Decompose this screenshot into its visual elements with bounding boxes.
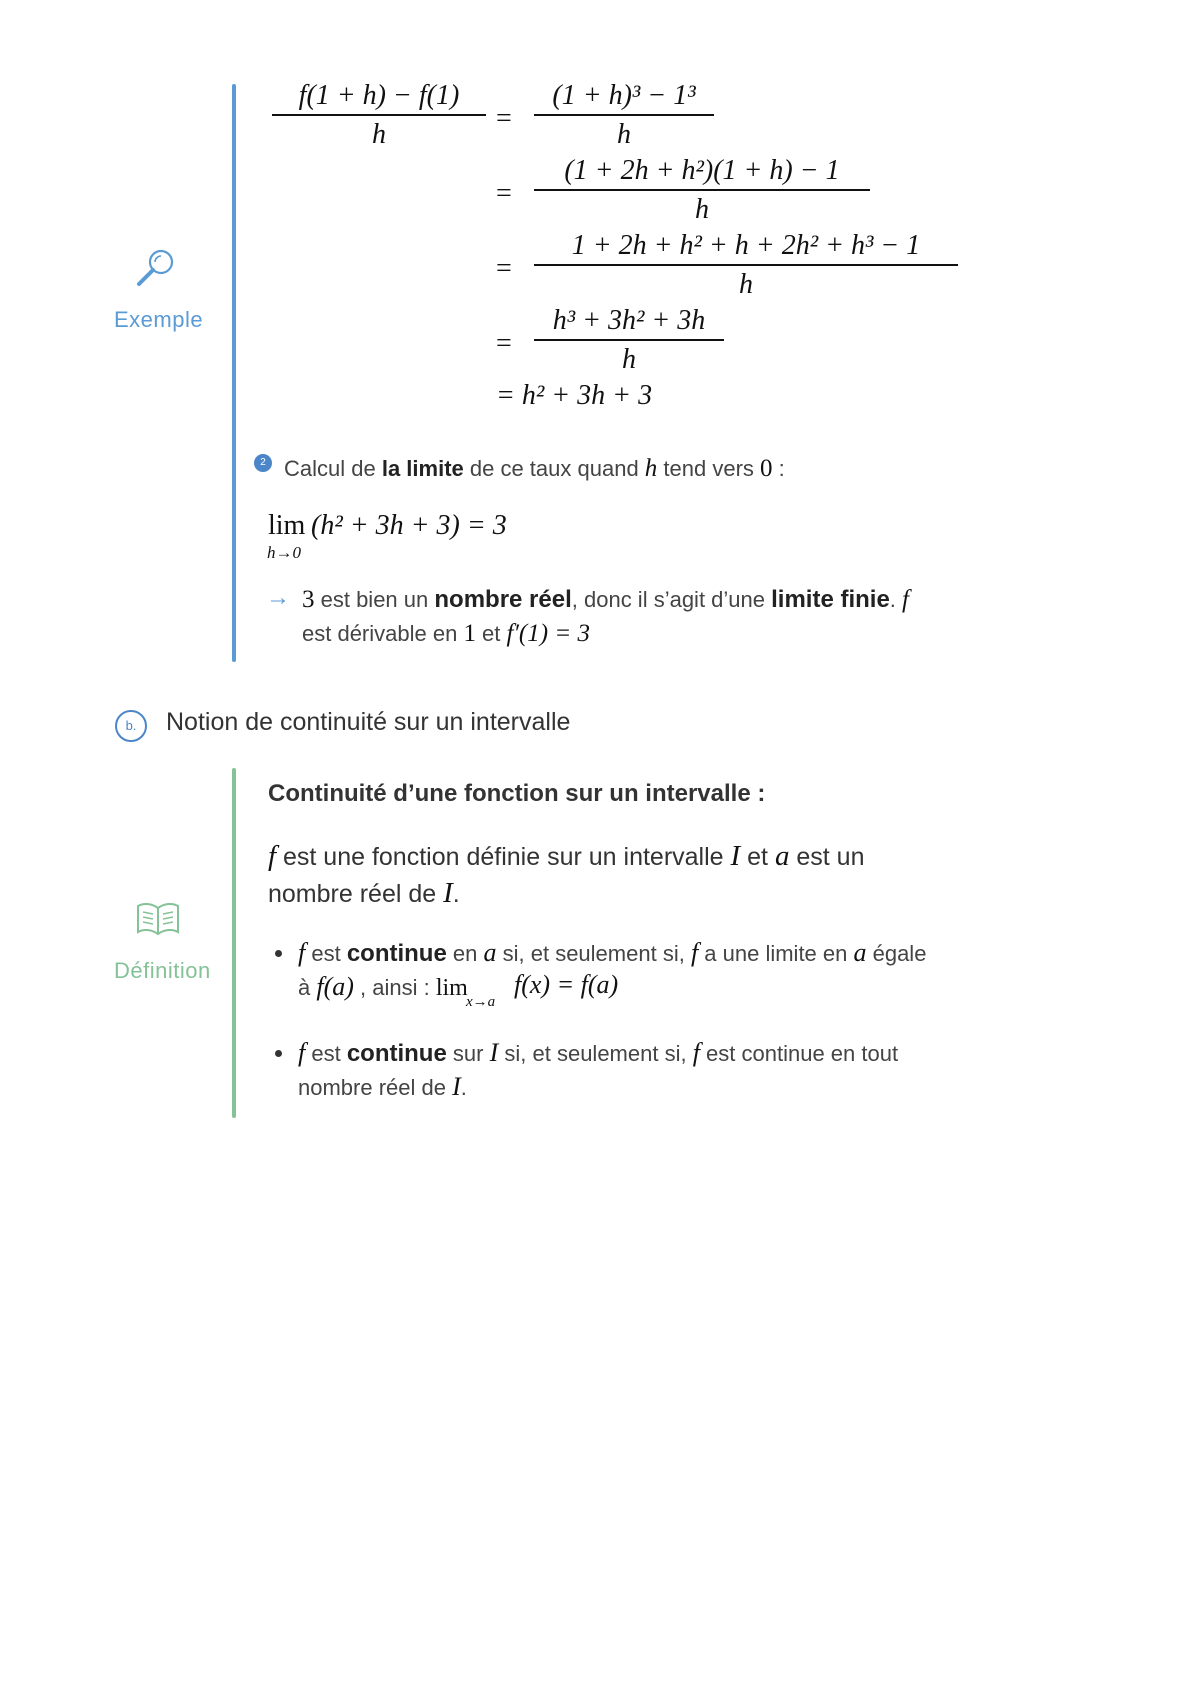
example-label: Exemple [114,307,204,332]
step-3-denominator: h [739,268,753,300]
example-bar [232,84,236,662]
step-1-fraction [534,80,714,151]
bullet-2-line-2: nombre réel de I. [298,1072,467,1101]
step-2-badge: 2 [254,454,272,472]
step-2-text: Calcul de la limite de ce taux quand h tend vers 0 : [284,455,785,482]
conclusion-line-2: est dérivable en 1 et f′(1) = 3 [302,620,590,647]
bullet-1-limit-expression: f(x) = f(a) [514,970,619,999]
bullet-1-line-2: à f(a) , ainsi : lim [298,972,468,1001]
equals-sign: = [496,328,512,359]
equals-sign: = [496,178,512,209]
definition-bar [232,768,236,1118]
section-b-badge: b. [115,710,147,742]
step-4-fraction [534,305,724,376]
definition-intro-line-2: nombre réel de I. [268,877,460,909]
magnifier-icon [133,246,179,297]
bullet [275,950,282,957]
limit-lim: lim [268,510,306,541]
step-1-numerator: (1 + h)³ − 1³ [552,80,696,111]
final-result: = h² + 3h + 3 [496,380,653,411]
step-2-numerator: (1 + 2h + h²)(1 + h) − 1 [564,155,840,186]
definition-label: Définition [114,958,211,983]
step-4-denominator: h [622,343,636,375]
limit-subscript: h→0 [267,543,301,562]
lhs-fraction [272,80,486,151]
equals-sign: = [496,103,512,134]
lhs-denominator: h [372,118,386,150]
step-2-denominator: h [695,193,709,225]
step-4-numerator: h³ + 3h² + 3h [552,305,706,336]
step-3-fraction [534,230,958,301]
bullet-2-line-1: f est continue sur I si, et seulement si, f est continue en tout [298,1038,899,1067]
step-1-denominator: h [617,118,631,150]
conclusion-line-1: 3 est bien un nombre réel, donc il s’agit d’une limite finie. f [302,586,909,613]
equals-sign: = [496,253,512,284]
bullet-1-limit-subscript: x→a [466,994,496,1010]
step-3-numerator: 1 + 2h + h² + h + 2h² + h³ − 1 [571,230,921,261]
bullet-1-line-1: f est continue en a si, et seulement si, f a une limite en a égale [298,938,927,967]
lhs-numerator: f(1 + h) − f(1) [298,80,460,111]
open-book-icon [135,902,181,941]
definition-intro-line-1: f est une fonction définie sur un intervalle I et a est un [268,840,865,872]
bullet [275,1050,282,1057]
section-b-title: Notion de continuité sur un intervalle [166,708,571,736]
arrow-icon: → [266,584,290,611]
limit-expression: (h² + 3h + 3) = 3 [311,510,507,541]
definition-heading: Continuité d’une fonction sur un intervalle : [268,780,766,807]
step-2-fraction [534,155,870,226]
